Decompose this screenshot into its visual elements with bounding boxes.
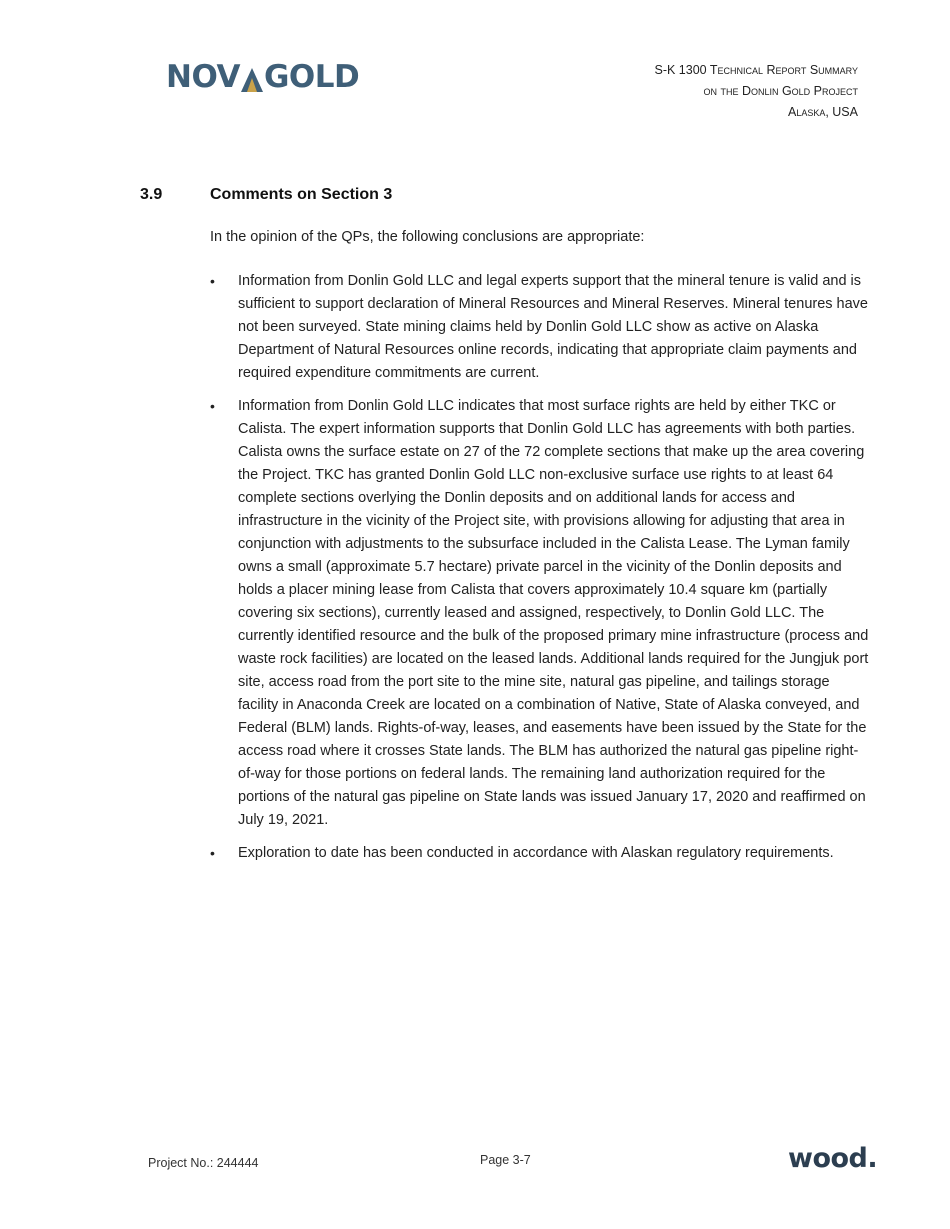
list-item	[210, 270, 870, 385]
wood-logo: wood.	[788, 1143, 878, 1174]
report-title-line2: on the Donlin Gold Project	[703, 84, 858, 98]
project-number: Project No.: 244444	[148, 1156, 259, 1170]
section-intro: In the opinion of the QPs, the following conclusions are appropriate:	[210, 229, 645, 245]
bullet-icon: •	[210, 845, 215, 861]
list-item	[210, 395, 870, 832]
logo-text-left: NOV	[166, 59, 240, 95]
logo-text-right: GOLD	[263, 59, 360, 95]
report-title-line3: Alaska, USA	[787, 105, 858, 119]
conclusions-list	[210, 270, 870, 875]
report-title-block	[655, 60, 859, 123]
bullet-icon: •	[210, 398, 215, 414]
list-item-text: Information from Donlin Gold LLC indicates that most surface rights are held by either TKC or Calista. The expert information supports that Donlin Gold LLC has agreements with both parties. Calista owns the surface estate on 27 of the 72 complete sections that make up the area covering the Project. TKC has granted Donlin Gold LLC non-exclusive surface use rights to at least 64 complete sections overlying the Donlin deposits and on additional lands for access and infrastructure in the vicinity of the Project site, with provisions allowing for adjusting that area in conjunction with adjustments to the subsurface included in the Calista Lease. The Lyman family owns a small (approximate 5.7 hectare) private parcel in the vicinity of the Donlin deposits and holds a placer mining lease from Calista that covers approximately 10.4 square km (partially covering six sections), currently leased and assigned, respectively, to Donlin Gold LLC. The currently identified resource and the bulk of the proposed primary mine infrastructure (process and waste rock facilities) are located on the leased lands. Additional lands required for the Jungjuk port site, access road from the port site to the mine site, natural gas pipeline, and tailings storage facility in Anaconda Creek are located on a combination of Native, State of Alaska conveyed, and Federal (BLM) lands. Rights-of-way, leases, and easements have been issued by the State for the access road where it crosses State lands. The BLM has authorized the natural gas pipeline right-of-way for those portions on federal lands. The remaining land authorization required for the portions of the natural gas pipeline on State lands was issued January 17, 2020 and reaffirmed on July 19, 2021.	[238, 398, 869, 828]
report-title-line1: S-K 1300 Technical Report Summary	[654, 63, 858, 77]
list-item-text: Information from Donlin Gold LLC and legal experts support that the mineral tenure is valid and is sufficient to support declaration of Mineral Resources and Mineral Reserves. Mineral tenures have not been surveyed. State mining claims held by Donlin Gold LLC show as active on Alaska Department of Natural Resources online records, indicating that appropriate claim payments and required expenditure commitments are current.	[238, 273, 868, 381]
section-title: Comments on Section 3	[210, 186, 393, 203]
page-number: Page 3-7	[480, 1153, 531, 1167]
list-item	[210, 842, 870, 865]
section-number: 3.9	[140, 186, 163, 203]
bullet-icon: •	[210, 273, 215, 289]
logo-a-triangle-icon	[241, 67, 263, 93]
section-heading	[140, 186, 392, 204]
list-item-text: Exploration to date has been conducted in accordance with Alaskan regulatory requirements.	[238, 845, 834, 861]
novagold-logo	[166, 59, 360, 95]
